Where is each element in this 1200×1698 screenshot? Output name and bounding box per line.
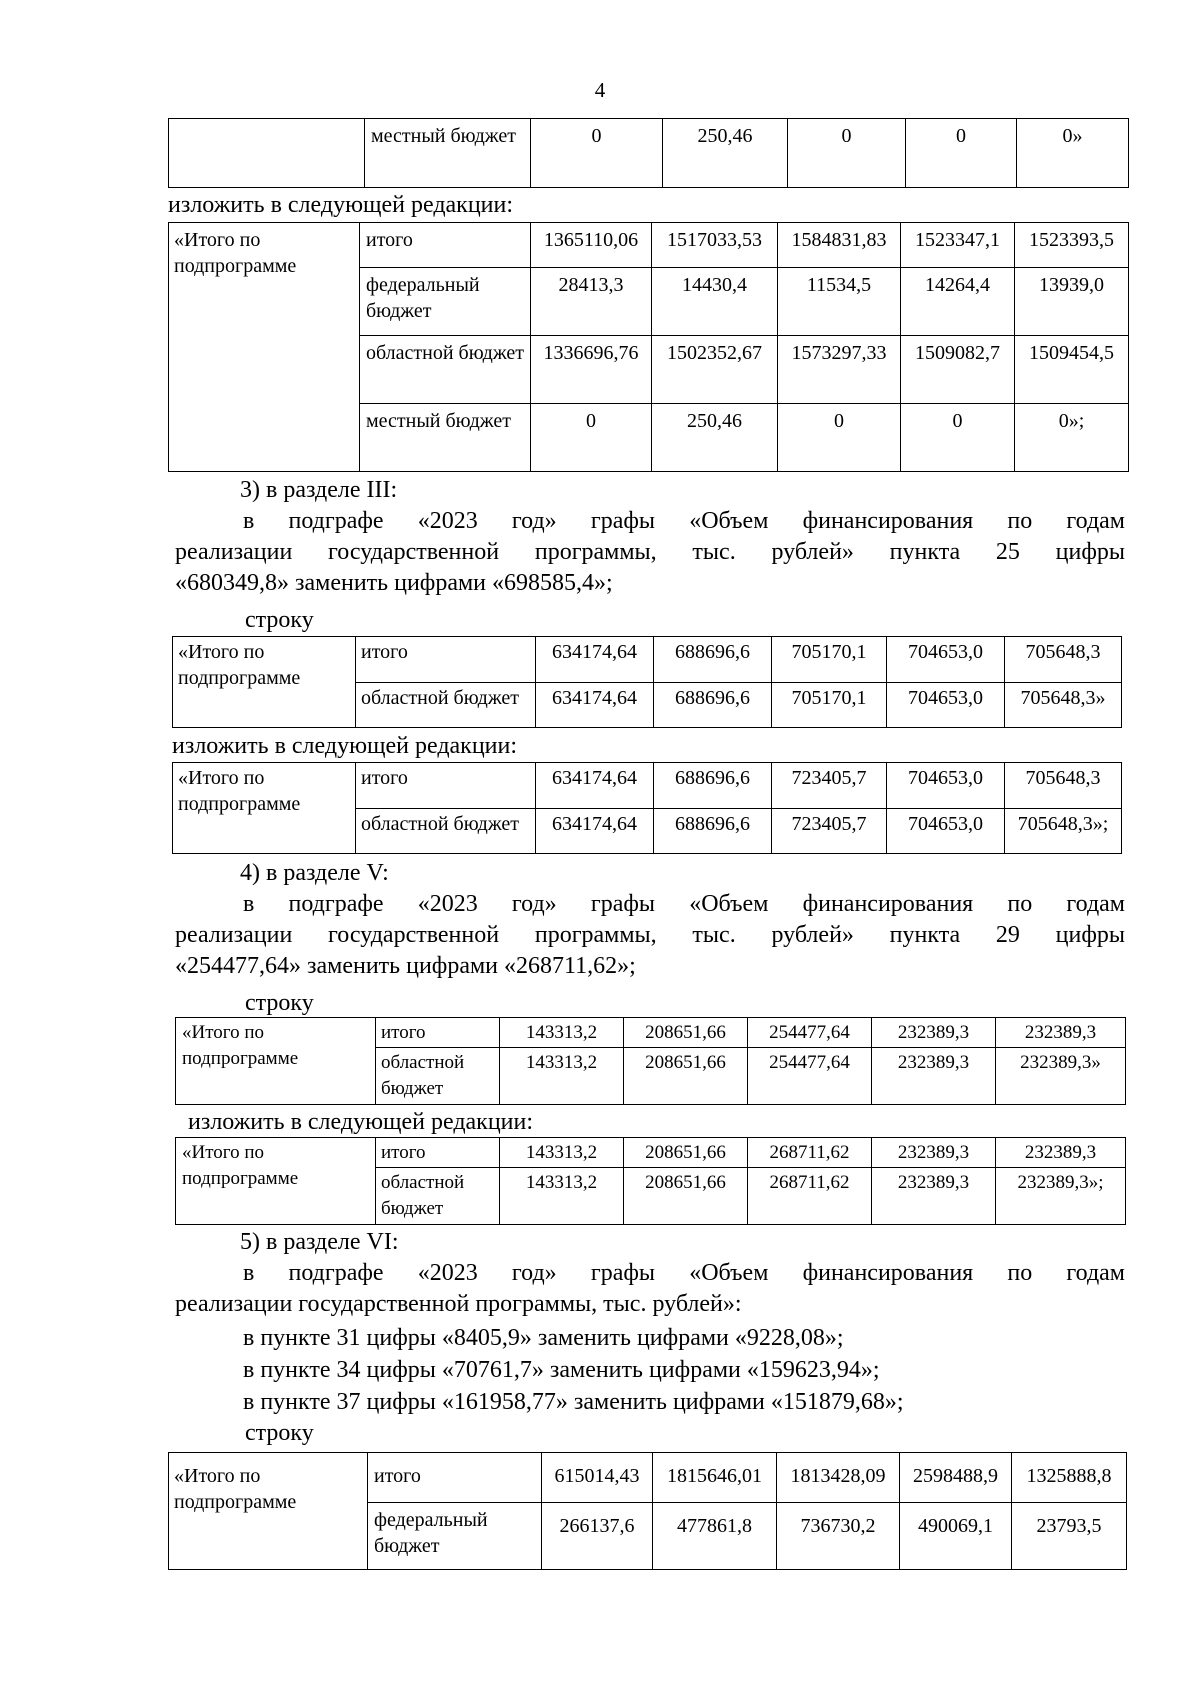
table-cell: 0 (778, 404, 901, 472)
table-cell: 250,46 (663, 119, 788, 188)
row-label: областной бюджет (356, 808, 536, 854)
table-cell: 704653,0 (887, 682, 1005, 728)
paragraph-line: «680349,8» заменить цифрами «698585,4»; (175, 570, 613, 596)
table-cell: 13939,0 (1015, 268, 1129, 336)
table-cell: 704653,0 (887, 763, 1005, 809)
table-cell: 11534,5 (778, 268, 901, 336)
section5-item: в пункте 31 цифры «8405,9» заменить цифрами «9228,08»; (243, 1325, 844, 1351)
table-cell: 705648,3 (1005, 637, 1122, 683)
table-row (169, 119, 1129, 188)
section4-heading: 4) в разделе V: (240, 860, 389, 886)
row-group-title: «Итого по подпрограмме (169, 1453, 368, 1570)
table-cell: 250,46 (652, 404, 778, 472)
table-cell: 1502352,67 (652, 336, 778, 404)
phrase-new-edition: изложить в следующей редакции: (172, 733, 518, 759)
table-cell: 1523347,1 (901, 223, 1015, 268)
row-label: итого (376, 1018, 500, 1048)
table-cell: 0 (531, 404, 652, 472)
table-cell (169, 119, 365, 188)
row-label: областной бюджет (376, 1048, 500, 1105)
row-label: федеральный бюджет (360, 268, 531, 336)
row-label: местный бюджет (360, 404, 531, 472)
table-cell: 143313,2 (500, 1018, 624, 1048)
table-cell: 705648,3 (1005, 763, 1122, 809)
phrase-new-edition: изложить в следующей редакции: (168, 192, 514, 218)
section3-paragraph (175, 506, 1125, 599)
table-row (169, 223, 1129, 268)
table-cell: 704653,0 (887, 637, 1005, 683)
table-cell: 0 (906, 119, 1017, 188)
table-cell: 14430,4 (652, 268, 778, 336)
table-cell: 28413,3 (531, 268, 652, 336)
table-cell: 2598488,9 (900, 1453, 1012, 1503)
subprogram-total-table-new (168, 222, 1129, 472)
paragraph-line: в подграфе «2023 год» графы «Объем финансирования по годам (243, 508, 1125, 534)
table-cell: 232389,3 (872, 1018, 996, 1048)
table-cell: 688696,6 (654, 763, 772, 809)
paragraph-line: реализации государственной программы, тыс. рублей» пункта 29 цифры (175, 922, 1125, 948)
table-cell: 705170,1 (772, 682, 887, 728)
table-cell: 0 (531, 119, 663, 188)
section5-old-table (168, 1452, 1127, 1570)
table-cell: 634174,64 (536, 637, 654, 683)
section5-heading: 5) в разделе VI: (240, 1229, 399, 1255)
table-cell: 14264,4 (901, 268, 1015, 336)
row-label: областной бюджет (360, 336, 531, 404)
table-cell: 232389,3 (872, 1048, 996, 1105)
table-cell: 1584831,83 (778, 223, 901, 268)
section5-item: в пункте 37 цифры «161958,77» заменить цифрами «151879,68»; (243, 1389, 904, 1415)
row-label: федеральный бюджет (368, 1503, 542, 1570)
table-cell: 232389,3 (872, 1168, 996, 1225)
table-row (176, 1138, 1126, 1168)
table-cell: 0 (901, 404, 1015, 472)
table-cell: 634174,64 (536, 682, 654, 728)
table-cell: 268711,62 (748, 1168, 872, 1225)
phrase-new-edition: изложить в следующей редакции: (188, 1109, 534, 1135)
paragraph-line: в подграфе «2023 год» графы «Объем финансирования по годам (243, 891, 1125, 917)
table-cell: 704653,0 (887, 808, 1005, 854)
section4-old-table (175, 1017, 1126, 1105)
section4-paragraph (175, 889, 1125, 982)
table-cell: 688696,6 (654, 682, 772, 728)
row-label: итого (356, 637, 536, 683)
paragraph-line: в подграфе «2023 год» графы «Объем финансирования по годам (243, 1260, 1125, 1286)
table-cell: 1815646,01 (653, 1453, 777, 1503)
table-cell: 477861,8 (653, 1503, 777, 1570)
table-cell: 143313,2 (500, 1168, 624, 1225)
row-group-title: «Итого по подпрограмме (173, 763, 356, 854)
table-row (173, 637, 1122, 683)
table-cell: 23793,5 (1012, 1503, 1127, 1570)
table-cell: 705648,3»; (1005, 808, 1122, 854)
row-group-title: «Итого по подпрограмме (173, 637, 356, 728)
table-cell: 254477,64 (748, 1048, 872, 1105)
table-cell: 208651,66 (624, 1018, 748, 1048)
table-cell: 736730,2 (777, 1503, 900, 1570)
paragraph-line: реализации государственной программы, тыс. рублей»: (175, 1291, 742, 1317)
table-cell: 688696,6 (654, 637, 772, 683)
table-row (173, 763, 1122, 809)
table-cell: 266137,6 (542, 1503, 653, 1570)
table-cell: 143313,2 (500, 1048, 624, 1105)
table-cell: 143313,2 (500, 1138, 624, 1168)
table-cell: 232389,3 (872, 1138, 996, 1168)
table-cell: 0»; (1015, 404, 1129, 472)
table-cell: 1523393,5 (1015, 223, 1129, 268)
row-label: областной бюджет (356, 682, 536, 728)
table-cell: 1573297,33 (778, 336, 901, 404)
section5-paragraph (175, 1258, 1125, 1320)
table-cell: 1336696,76 (531, 336, 652, 404)
table-cell: 705648,3» (1005, 682, 1122, 728)
table-row (176, 1018, 1126, 1048)
table-cell: 634174,64 (536, 808, 654, 854)
section3-old-table (172, 636, 1122, 728)
table-cell: 232389,3 (996, 1138, 1126, 1168)
row-label: итого (376, 1138, 500, 1168)
table-cell: 1813428,09 (777, 1453, 900, 1503)
row-label: местный бюджет (365, 119, 531, 188)
row-label: областной бюджет (376, 1168, 500, 1225)
table-cell: 232389,3»; (996, 1168, 1126, 1225)
table-row (169, 1453, 1127, 1503)
table-cell: 490069,1 (900, 1503, 1012, 1570)
table-cell: 268711,62 (748, 1138, 872, 1168)
table-cell: 1509454,5 (1015, 336, 1129, 404)
table-cell: 688696,6 (654, 808, 772, 854)
phrase-row: строку (245, 1420, 314, 1446)
table-cell: 1517033,53 (652, 223, 778, 268)
table-cell: 1325888,8 (1012, 1453, 1127, 1503)
row-label: итого (356, 763, 536, 809)
row-group-title: «Итого по подпрограмме (169, 223, 360, 472)
table-cell: 208651,66 (624, 1138, 748, 1168)
table-cell: 232389,3 (996, 1018, 1126, 1048)
section3-heading: 3) в разделе III: (240, 477, 398, 503)
table-cell: 634174,64 (536, 763, 654, 809)
phrase-row: строку (245, 607, 314, 633)
table-cell: 1365110,06 (531, 223, 652, 268)
table-cell: 705170,1 (772, 637, 887, 683)
table-cell: 1509082,7 (901, 336, 1015, 404)
table-cell: 254477,64 (748, 1018, 872, 1048)
section4-new-table (175, 1137, 1126, 1225)
paragraph-line: реализации государственной программы, тыс. рублей» пункта 25 цифры (175, 539, 1125, 565)
table-cell: 723405,7 (772, 808, 887, 854)
row-group-title: «Итого по подпрограмме (176, 1018, 376, 1105)
table-cell: 0» (1017, 119, 1129, 188)
top-table (168, 118, 1129, 188)
paragraph-line: «254477,64» заменить цифрами «268711,62»; (175, 953, 636, 979)
row-label: итого (368, 1453, 542, 1503)
page-number: 4 (594, 78, 606, 102)
table-cell: 208651,66 (624, 1048, 748, 1105)
table-cell: 0 (788, 119, 906, 188)
section5-item: в пункте 34 цифры «70761,7» заменить цифрами «159623,94»; (243, 1357, 880, 1383)
section3-new-table (172, 762, 1122, 854)
row-group-title: «Итого по подпрограмме (176, 1138, 376, 1225)
table-cell: 615014,43 (542, 1453, 653, 1503)
table-cell: 208651,66 (624, 1168, 748, 1225)
phrase-row: строку (245, 990, 314, 1016)
table-cell: 232389,3» (996, 1048, 1126, 1105)
row-label: итого (360, 223, 531, 268)
table-cell: 723405,7 (772, 763, 887, 809)
